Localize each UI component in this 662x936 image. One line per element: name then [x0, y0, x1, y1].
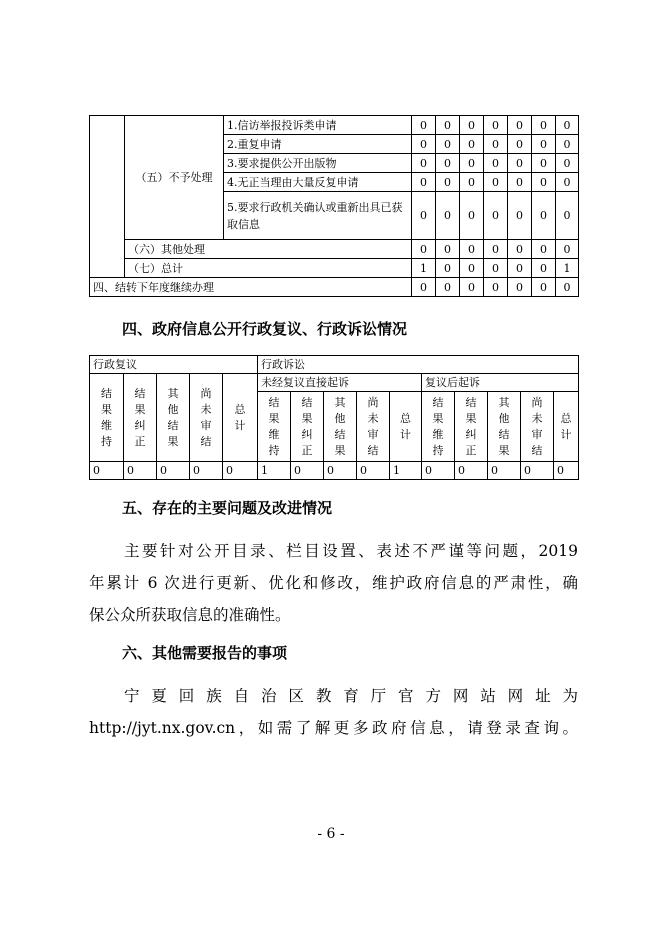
col-header: 总 计 — [554, 392, 579, 462]
cell-value: 0 — [484, 116, 508, 135]
col-header: 尚 未 审 结 — [357, 392, 390, 462]
cell-value: 0 — [554, 462, 579, 480]
cell-value: 0 — [532, 154, 556, 173]
cell-value: 1 — [412, 259, 436, 278]
col-header: 结 果 维 持 — [422, 392, 455, 462]
cell-value: 0 — [190, 462, 223, 480]
cell-value: 0 — [508, 154, 532, 173]
cell-value: 0 — [532, 278, 556, 297]
table-row — [90, 278, 579, 297]
row-label: 四、结转下年度继续办理 — [90, 278, 412, 297]
litigation-header: 行政诉讼 — [258, 356, 579, 374]
cell-value: 0 — [484, 135, 508, 154]
cell-value: 0 — [460, 192, 484, 240]
col-header: 结 果 纠 正 — [291, 392, 324, 462]
table-header-row — [90, 374, 579, 392]
row-label: 3.要求提供公开出版物 — [224, 154, 412, 173]
cell-value: 0 — [157, 462, 190, 480]
cell-value: 0 — [460, 135, 484, 154]
cell-value: 0 — [556, 154, 579, 173]
cell-value: 1 — [258, 462, 291, 480]
paragraph-line: http://jyt.nx.gov.cn，如需了解更多政府信息，请登录查询。 — [89, 719, 578, 737]
cell-value: 0 — [532, 116, 556, 135]
row-label: 2.重复申请 — [224, 135, 412, 154]
cell-value: 0 — [488, 462, 521, 480]
cell-value: 0 — [521, 462, 554, 480]
paragraph-line: 宁夏回族自治区教育厅官方网站网址为 — [124, 687, 578, 705]
section-5-paragraph — [89, 535, 578, 631]
after-review-header: 复议后起诉 — [422, 374, 579, 392]
cell-value: 0 — [484, 192, 508, 240]
review-header: 行政复议 — [90, 356, 258, 374]
cell-value: 0 — [508, 278, 532, 297]
cell-value: 0 — [484, 240, 508, 259]
cell-value: 0 — [508, 135, 532, 154]
cell-value: 0 — [436, 154, 460, 173]
table-row — [90, 462, 579, 480]
col-header: 其 他 结 果 — [488, 392, 521, 462]
cell-value: 0 — [556, 116, 579, 135]
cell-value: 0 — [532, 259, 556, 278]
cell-value: 0 — [508, 240, 532, 259]
cell-value: 0 — [532, 192, 556, 240]
section-4-title: 四、政府信息公开行政复议、行政诉讼情况 — [122, 320, 408, 338]
section-6-paragraph — [89, 680, 578, 744]
cell-value: 0 — [436, 135, 460, 154]
cell-value: 0 — [90, 462, 124, 480]
cell-value: 0 — [532, 240, 556, 259]
cell-value: 0 — [412, 240, 436, 259]
col-header: 其 他 结 果 — [157, 374, 190, 462]
col-header: 结 果 纠 正 — [455, 392, 488, 462]
cell-value: 0 — [484, 278, 508, 297]
group-label: （五）不予处理 — [125, 116, 224, 240]
paragraph-line: 主要针对公开目录、栏目设置、表述不严谨等问题，2019 — [124, 542, 578, 560]
cell-value: 0 — [508, 192, 532, 240]
col-header: 其 他 结 果 — [324, 392, 357, 462]
cell-value: 0 — [436, 259, 460, 278]
cell-value: 0 — [508, 259, 532, 278]
cell-value: 0 — [460, 116, 484, 135]
col-header: 尚 未 审 结 — [190, 374, 223, 462]
table-header-row — [90, 356, 579, 374]
cell-value: 0 — [532, 135, 556, 154]
cell-value: 0 — [412, 135, 436, 154]
cell-value: 0 — [436, 116, 460, 135]
col-header: 总 计 — [390, 392, 422, 462]
cell-value: 0 — [556, 240, 579, 259]
direct-litigation-header: 未经复议直接起诉 — [258, 374, 422, 392]
cell-value: 0 — [412, 192, 436, 240]
review-litigation-table — [89, 355, 579, 480]
table-row — [90, 240, 579, 259]
cell-value: 0 — [556, 173, 579, 192]
cell-value: 0 — [484, 259, 508, 278]
cell-value: 0 — [324, 462, 357, 480]
table-row — [90, 259, 579, 278]
cell-value: 0 — [357, 462, 390, 480]
section-6-title: 六、其他需要报告的事项 — [122, 644, 288, 662]
row-label: （六）其他处理 — [125, 240, 412, 259]
cell-value: 0 — [412, 278, 436, 297]
col-header: 结 果 维 持 — [90, 374, 124, 462]
section-5-title: 五、存在的主要问题及改进情况 — [122, 499, 333, 517]
cell-value: 0 — [508, 173, 532, 192]
cell-value: 0 — [532, 173, 556, 192]
cell-value: 0 — [436, 192, 460, 240]
cell-value: 1 — [556, 259, 579, 278]
cell-value: 0 — [412, 173, 436, 192]
cell-value: 0 — [436, 173, 460, 192]
table-row — [90, 116, 579, 135]
cell-value: 0 — [124, 462, 157, 480]
cell-value: 0 — [556, 192, 579, 240]
page-number: - 6 - — [317, 826, 345, 842]
cell-value: 0 — [436, 240, 460, 259]
cell-value: 0 — [412, 154, 436, 173]
paragraph-line: 保公众所获取信息的准确性。 — [89, 606, 291, 624]
cell-value: 0 — [460, 278, 484, 297]
processing-results-table — [89, 115, 579, 297]
cell-value: 0 — [508, 116, 532, 135]
col-header: 结 果 维 持 — [258, 392, 291, 462]
row-label: 1.信访举报投诉类申请 — [224, 116, 412, 135]
cell-value: 1 — [390, 462, 422, 480]
cell-value: 0 — [455, 462, 488, 480]
cell-value: 0 — [556, 278, 579, 297]
cell-value: 0 — [422, 462, 455, 480]
col-header: 尚 未 审 结 — [521, 392, 554, 462]
cell-value: 0 — [412, 116, 436, 135]
col-header: 结 果 纠 正 — [124, 374, 157, 462]
cell-value: 0 — [436, 278, 460, 297]
row-label: 4.无正当理由大量反复申请 — [224, 173, 412, 192]
cell-value: 0 — [223, 462, 258, 480]
cell-value: 0 — [460, 240, 484, 259]
paragraph-line: 年累计 6 次进行更新、优化和修改，维护政府信息的严肃性，确 — [89, 574, 578, 592]
cell-value: 0 — [460, 173, 484, 192]
col-header: 总 计 — [223, 374, 258, 462]
cell-value: 0 — [484, 154, 508, 173]
cell-value: 0 — [556, 135, 579, 154]
row-label: 5.要求行政机关确认或重新出具已获取信息 — [224, 192, 412, 240]
cell-value: 0 — [484, 173, 508, 192]
cell-value: 0 — [291, 462, 324, 480]
cell-value: 0 — [460, 154, 484, 173]
blank-cell — [90, 116, 125, 278]
row-label: （七）总计 — [125, 259, 412, 278]
cell-value: 0 — [460, 259, 484, 278]
